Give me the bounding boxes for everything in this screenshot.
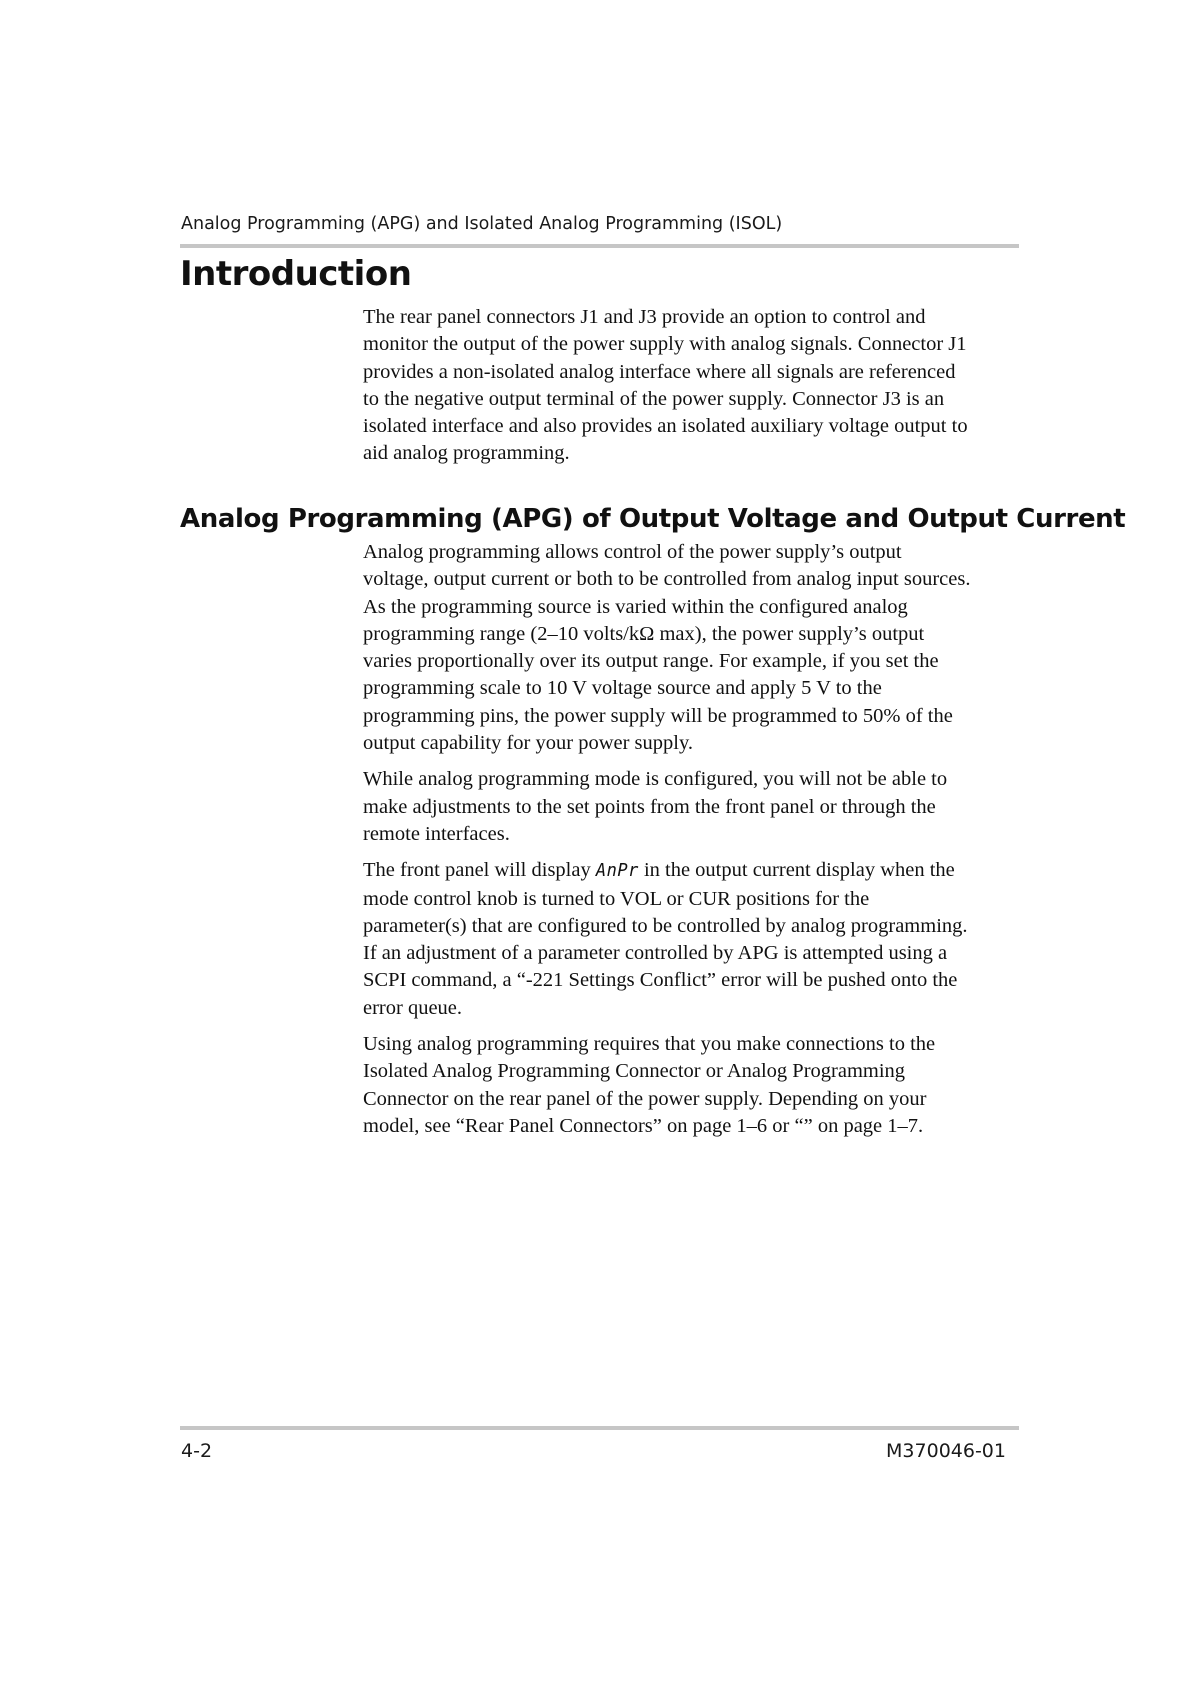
apg-paragraph-4 <box>363 1031 1023 1140</box>
text-line: parameter(s) that are configured to be controlled by analog programming. <box>363 914 968 937</box>
text-line: voltage, output current or both to be controlled from analog input sources. <box>363 568 971 591</box>
text-fragment: in the output current display when the <box>638 859 955 882</box>
seven-segment-display-code: AnPr <box>595 860 639 882</box>
text-line: monitor the output of the power supply with analog signals. Connector J1 <box>363 333 967 356</box>
text-line: error queue. <box>363 996 463 1019</box>
text-line: remote interfaces. <box>363 822 510 845</box>
text-line: to the negative output terminal of the power supply. Connector J3 is an <box>363 387 945 410</box>
text-line: provides a non-isolated analog interface where all signals are referenced <box>363 360 956 383</box>
text-line: Connector on the rear panel of the power supply. Depending on your <box>363 1087 927 1110</box>
introduction-paragraph <box>363 304 1023 468</box>
apg-paragraph-3 <box>363 857 1023 1022</box>
text-line: varies proportionally over its output range. For example, if you set the <box>363 650 939 673</box>
text-line <box>363 857 1023 885</box>
document-number: M370046-01 <box>886 1440 1006 1462</box>
apg-paragraph-1 <box>363 539 1023 757</box>
text-line: isolated interface and also provides an isolated auxiliary voltage output to <box>363 415 968 438</box>
text-line: Isolated Analog Programming Connector or Analog Programming <box>363 1060 906 1083</box>
text-line: model, see “Rear Panel Connectors” on page 1–6 or “” on page 1–7. <box>363 1114 924 1137</box>
text-line: make adjustments to the set points from the front panel or through the <box>363 795 936 818</box>
introduction-heading: Introduction <box>180 254 412 294</box>
text-line: aid analog programming. <box>363 442 570 465</box>
apg-section-heading: Analog Programming (APG) of Output Voltage and Output Current <box>180 504 1126 534</box>
text-line: Analog programming allows control of the power supply’s output <box>363 541 902 563</box>
footer-rule <box>180 1426 1019 1430</box>
text-line: The rear panel connectors J1 and J3 provide an option to control and <box>363 306 926 328</box>
text-line: programming range (2–10 volts/kΩ max), the power supply’s output <box>363 622 925 645</box>
text-line: As the programming source is varied within the configured analog <box>363 595 908 618</box>
header-rule <box>180 244 1019 248</box>
text-line: programming pins, the power supply will be programmed to 50% of the <box>363 704 953 727</box>
apg-paragraph-2 <box>363 766 1023 848</box>
text-line: programming scale to 10 V voltage source and apply 5 V to the <box>363 677 882 700</box>
text-line: Using analog programming requires that you make connections to the <box>363 1033 936 1056</box>
running-header: Analog Programming (APG) and Isolated Analog Programming (ISOL) <box>181 214 783 234</box>
text-fragment: The front panel will display <box>363 859 596 882</box>
text-line: SCPI command, a “-221 Settings Conflict” error will be pushed onto the <box>363 969 958 992</box>
text-line: mode control knob is turned to VOL or CUR positions for the <box>363 887 870 910</box>
introduction-body <box>363 304 1023 477</box>
text-line: While analog programming mode is configured, you will not be able to <box>363 768 948 791</box>
page-number: 4-2 <box>181 1440 213 1462</box>
text-line: output capability for your power supply. <box>363 732 694 755</box>
text-line: If an adjustment of a parameter controlled by APG is attempted using a <box>363 942 948 965</box>
apg-body <box>363 539 1023 1149</box>
